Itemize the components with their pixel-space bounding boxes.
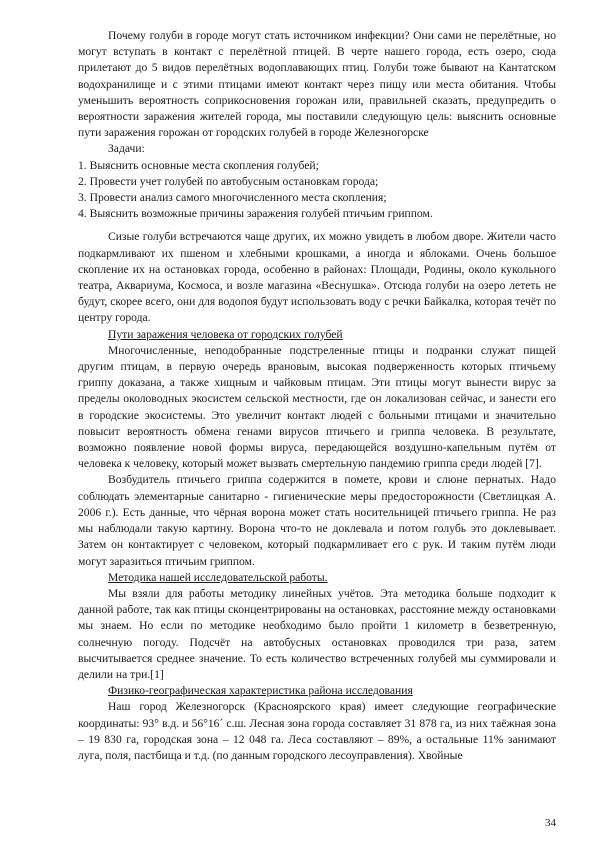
page-number: 34 (545, 817, 556, 829)
task-item-4: 4. Выяснить возможные причины заражения голубей птичьим гриппом. (78, 207, 433, 221)
infection-paragraph-1: Многочисленные, неподобранные подстреленные птицы и подранки служат пищей другим птицам, в первую очередь врановым, высокая подверженность которых птичьему гриппу доказана, а также хищным и чайковым птицам. Эти птицы могут вынести вирус за пределы околоводных экосистем сельской местности, где он локализован сейчас, и занести его в городские экосистемы. Это увеличит контакт людей с больными птицами и значительно повысит вероятность обмена генами вирусов птичьего и гриппа человека. В результате, возможно появление новой формы вируса, передающейся воздушно-капельным путём от человека к человеку, который может вызвать смертельную пандемию гриппа среди людей [7]. (78, 343, 556, 471)
method-section-heading: Методика нашей исследовательской работы. (108, 570, 328, 584)
geo-paragraph: Наш город Железногорск (Красноярского края) имеет следующие географические координаты: 93° в.д. и 56°16´ с.ш. Лесная зона города составляет 31 878 га, из них таёжная зона – 19 830 га, городская зона – 12 048 га. Леса составляют – 89%, а остальные 11% занимают луга, поля, пастбища и т.д. (по данным городского лесоуправления). Хвойные (78, 700, 556, 762)
page-content (78, 28, 556, 764)
geo-section-heading: Физико-географическая характеристика района исследования (108, 684, 413, 698)
task-item-1: 1. Выяснить основные места скопления голубей; (78, 158, 319, 172)
pigeons-paragraph: Сизые голуби встречаются чаще других, их можно увидеть в любом дворе. Жители часто подкармливают их пшеном и хлебными крошками, а иногда и яблоками. Очень большое скопление их на остановках города, особенно в районах: Площади, Родины, около кукольного театра, Аквариума, Космоса, и возле магазина «Веснушка». Отсюда голуби на озеро лететь не будут, скорее всего, они для водопоя будут использовать воду с речки Байкалка, которая течёт по центру города. (78, 230, 556, 325)
method-paragraph: Мы взяли для работы методику линейных учётов. Эта методика больше подходит к данной работе, так как птицы сконцентрированы на остановках, расстояние между остановками мы знаем. Но если по методике необходимо было пройти 1 километр в безветренную, солнечную погоду. Подсчёт на автобусных остановках проводился три раза, затем высчитывается среднее значение. То есть количество встреченных голубей мы суммировали и делили на три.[1] (78, 586, 556, 681)
tasks-heading: Задачи: (108, 142, 145, 156)
task-item-3: 3. Провести анализ самого многочисленного места скопления; (78, 191, 387, 205)
task-item-2: 2. Провести учет голубей по автобусным остановкам города; (78, 174, 379, 188)
infection-paragraph-2: Возбудитель птичьего гриппа содержится в помете, крови и слюне пернатых. Надо соблюдать элементарные санитарно - гигиенические меры предосторожности (Светлицкая А. 2006 г.). Есть данные, что чёрная ворона может стать носительницей птичьего гриппа. Не раз мы наблюдали такую картину. Ворона что-то не доклевала и потом голубь это доклевывает. Затем он контактирует с человеком, который подкармливает его с рук. И таким путём люди могут заразиться птичьим гриппом. (78, 473, 556, 568)
infection-section-heading: Пути заражения человека от городских голубей (108, 327, 343, 341)
intro-paragraph: Почему голуби в городе могут стать источником инфекции? Они сами не перелётные, но могут вступать в контакт с перелётной птицей. В черте нашего города, есть озеро, сюда прилетают до 5 видов перелётных водоплавающих птиц. Голуби тоже бывают на Кантатском водохранилище и с этими птицами имеют контакт через пищу или места обитания. Чтобы уменьшить вероятность соприкосновения горожан или, правильней сказать, предупредить о вероятности заражения жителей города, мы поставили следующую цель: выяснить основные пути заражения горожан от городских голубей в городе Железногорске (78, 29, 556, 140)
